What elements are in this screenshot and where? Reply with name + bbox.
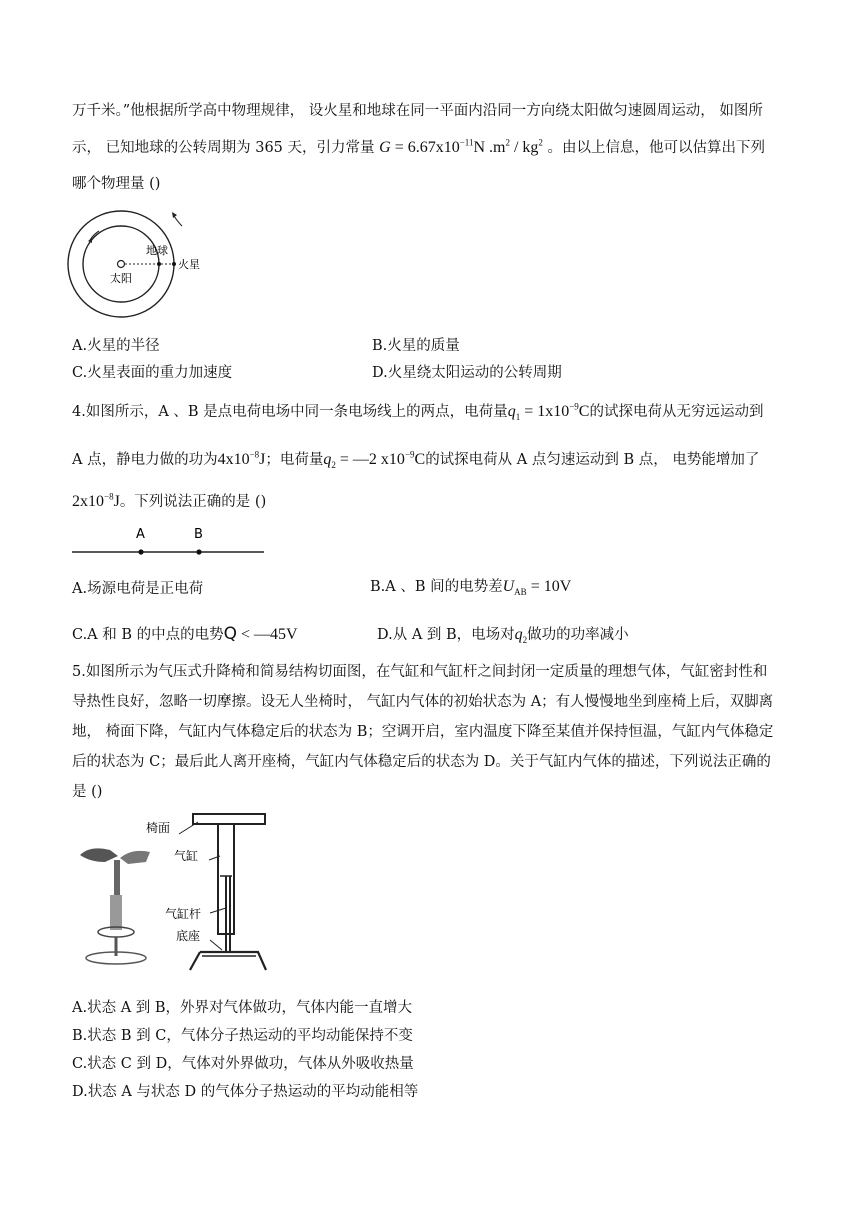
q5-text-line-4: 后的状态为 C；最后此人离开座椅，气缸内气体稳定后的状态为 D。关于气缸内气体的描述，下列说法正确的 bbox=[72, 754, 771, 770]
potential-difference-formula: $U_{AB} = 10V$ bbox=[502, 578, 572, 598]
q5-text-line-5: 是 () bbox=[72, 784, 103, 800]
q3-option-d: D.火星绕太阳运动的公转周期 bbox=[372, 365, 562, 381]
point-a-dot bbox=[138, 549, 143, 554]
q4-option-c bbox=[72, 623, 298, 644]
rod-label: 气缸杆 bbox=[165, 907, 202, 921]
point-a-label: A bbox=[136, 527, 145, 542]
q4-option-c-pre: C.A 和 B 的中点的电势 bbox=[72, 627, 224, 643]
q5-text-line-3: 地， 椅面下降，气缸内气体稳定后的状态为 B；空调开启，室内温度下降至某值并保持恒温，气缸内气体稳定 bbox=[72, 724, 774, 740]
q5-text-line-2: 导热性良好，忽略一切摩擦。设无人坐椅时， 气缸内气体的初始状态为 A；有人慢慢地坐到座椅上后，双脚离 bbox=[72, 694, 774, 710]
base-pointer bbox=[210, 940, 222, 950]
q5-option-a: A.状态 A 到 B，外界对气体做功，气体内能一直增大 bbox=[72, 1000, 413, 1016]
q3-option-c: C.火星表面的重力加速度 bbox=[72, 365, 233, 381]
earth-label: 地球 bbox=[146, 244, 168, 257]
seat-pointer bbox=[179, 822, 198, 834]
q5-option-b: B.状态 B 到 C，气体分子热运动的平均动能保持不变 bbox=[72, 1028, 413, 1044]
point-b-label: B bbox=[194, 527, 203, 542]
q3-text-line-2-post: 。由以上信息，他可以估算出下列 bbox=[547, 140, 766, 156]
chair-figure bbox=[70, 800, 280, 980]
q4-text-line-2-mid: ；电荷量 bbox=[265, 452, 324, 468]
energy-formula: $2x10^{-8}J$ bbox=[72, 491, 120, 510]
q3-option-b: B.火星的质量 bbox=[372, 338, 460, 354]
q4-text-line-1-post: 的试探电荷从无穷远运动到 bbox=[589, 404, 764, 420]
sun-point bbox=[118, 261, 125, 268]
q5-option-d: D.状态 A 与状态 D 的气体分子热运动的平均动能相等 bbox=[72, 1084, 419, 1100]
q4-option-d-post: 做功的功率减小 bbox=[527, 627, 629, 643]
q3-option-a: A.火星的半径 bbox=[72, 338, 160, 354]
q4-text-line-2 bbox=[72, 448, 759, 470]
q4-text-line-1 bbox=[72, 400, 763, 422]
seat-label: 椅面 bbox=[146, 821, 171, 835]
q4-text-line-1-pre: 4.如图所示，A 、B 是点电荷电场中同一条电场线上的两点，电荷量 bbox=[72, 404, 508, 420]
orbit-figure bbox=[66, 202, 216, 322]
chair-backrest-left bbox=[80, 848, 118, 862]
chair-photo bbox=[80, 848, 150, 964]
q4-option-d bbox=[377, 623, 629, 645]
q3-text-line-2-pre: 示， 已知地球的公转周期为 365 天，引力常量 bbox=[72, 140, 375, 156]
sun-label: 太阳 bbox=[110, 272, 132, 285]
base-legs bbox=[190, 952, 266, 970]
cylinder-label: 气缸 bbox=[174, 849, 199, 863]
q5-option-c: C.状态 C 到 D，气体对外界做功，气体从外吸收热量 bbox=[72, 1056, 414, 1072]
q4-text-line-2-pre: A 点，静电力做的功为 bbox=[72, 452, 218, 468]
q3-text-line-2 bbox=[72, 136, 765, 157]
q3-text-line-1: 万千米。”他根据所学高中物理规律， 设火星和地球在同一平面内沿同一方向绕太阳做匀速圆周运动， 如图所 bbox=[72, 103, 763, 119]
seat-plate bbox=[193, 814, 265, 824]
q4-text-line-3-post: 。下列说法正确的是 () bbox=[119, 494, 267, 510]
q4-text-line-2-post: 的试探电荷从 A 点匀速运动到 B 点， 电势能增加了 bbox=[425, 452, 760, 468]
work-formula: $4x10^{-8}J$ bbox=[217, 449, 266, 468]
chair-cylinder-photo bbox=[110, 895, 122, 930]
q3-text-line-3: 哪个物理量 () bbox=[72, 176, 161, 192]
gravitational-constant-formula: $G = 6.67x10^{-11}N$ $.m^2 / kg^2$ bbox=[379, 137, 543, 156]
mars-direction-arrow bbox=[174, 216, 182, 226]
mars-label: 火星 bbox=[178, 258, 200, 271]
base-label: 底座 bbox=[176, 929, 201, 943]
mars-point bbox=[172, 262, 176, 266]
q4-option-b bbox=[370, 575, 571, 597]
q4-text-line-3 bbox=[72, 490, 266, 511]
chair-section-diagram bbox=[179, 814, 266, 970]
q4-option-b-pre: B.A 、B 间的电势差 bbox=[370, 579, 503, 595]
point-b-dot bbox=[196, 549, 201, 554]
midpoint-potential-formula: Q < —45V bbox=[223, 624, 298, 644]
q1-charge-formula: $q_1 = 1x10^{-9}C$ bbox=[507, 401, 590, 423]
q5-text-line-1: 5.如图所示为气压式升降椅和简易结构切面图，在气缸和气缸杆之间封闭一定质量的理想气体，气缸密封性和 bbox=[72, 664, 768, 680]
q2-symbol: $q_2$ bbox=[514, 626, 528, 646]
q4-option-d-pre: D.从 A 到 B，电场对 bbox=[377, 627, 515, 643]
field-line-figure bbox=[70, 520, 270, 560]
q2-charge-formula: $q_2$ = —2 $x10^{-9}C$ bbox=[323, 449, 426, 471]
chair-seat-right bbox=[120, 851, 150, 864]
earth-point bbox=[157, 262, 161, 266]
q4-option-a: A.场源电荷是正电荷 bbox=[72, 581, 204, 597]
